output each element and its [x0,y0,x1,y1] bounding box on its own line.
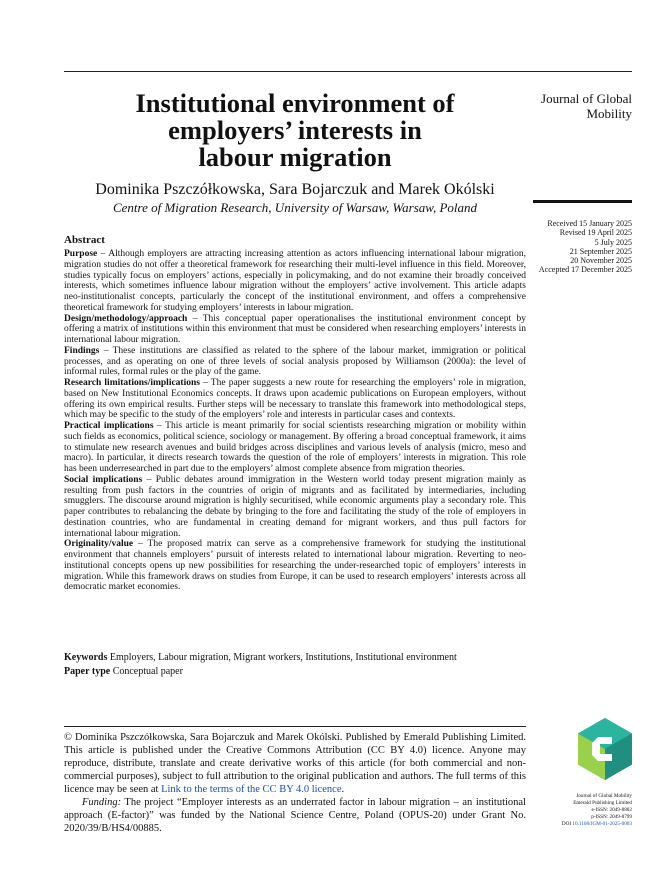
abstract-findings [64,346,526,378]
journal-name [530,91,632,121]
abstract-originality [64,539,526,593]
footnote [64,731,526,835]
section-text: – Although employers are attracting increasing attention as actors influencing international labour migration, migration studies do not offer a theoretical framework for researching their multi-level influence in this field. Moreover, studies typically focus on employers’ actions, especially in policymaking, and do not examine their broadly conceived interests, which sometimes influence labour migration without the employers’ active involvement. This article adapts neo-institutionalist concepts, particularly the concept of the institutional environment, and offers a comprehensive theoretical framework for studying employers’ interests in labour migration. [64,249,526,313]
date-line: 20 November 2025 [570,256,632,266]
section-label: Practical implications [64,421,154,431]
article-title [64,90,526,171]
abstract-social [64,475,526,540]
authors: Dominika Pszczółkowska, Sara Bojarczuk and Marek Okólski [95,181,495,198]
section-label: Design/methodology/approach [64,313,188,324]
journal-name-line: Mobility [586,106,632,121]
license-note [64,731,526,796]
section-text: – This article is meant primarily for social scientists researching migration or mobility within such fields as economics, political science, sociology or management. By offering a broad conceptual framework, it aims to stimulate new research avenues and build bridges across disciplines and various levels of analysis (micro, meso and macro). In particular, it directs research towards the question of the role of employers’ interests in migration. This role has been underresearched in part due to the employers’ almost complete absence from migration theories. [64,421,526,474]
section-label: Social implications [64,474,143,485]
abstract-body [64,249,526,593]
abstract-purpose [64,249,526,314]
title-line: Institutional environment of [135,88,455,118]
funding-label: Funding: [82,797,122,808]
journal-info-doi [536,821,632,828]
abstract-heading: Abstract [64,234,105,246]
license-text: © Dominika Pszczółkowska, Sara Bojarczuk and Marek Okólski. Published by Emerald Publishing Limited. This article is published under the Creative Commons Attribution (CC BY 4.0) licence. Anyone may reproduce, distribute, translate and create derivative works of this article (for both commercial and non-commercial purposes), subject to full attribution to the original publication and authors. The full terms of this licence may be seen at [64,732,526,795]
abstract-limitations [64,378,526,421]
funding-note [64,796,526,835]
date-line: Accepted 17 December 2025 [538,265,632,275]
title-line: employers’ interests in [168,115,422,145]
journal-name-line: Journal of Global [541,91,632,106]
date-line: Revised 19 April 2025 [559,228,632,238]
keywords [64,652,526,664]
date-line: 5 July 2025 [594,237,632,247]
paper-type-text: Conceptual paper [110,666,183,677]
section-text: – The proposed matrix can serve as a comprehensive framework for studying the institutional environment that channels employers’ pursuit of interests related to international labour migration. Reverting to neo-institutional concepts opens up new possibilities for researching the under-researched topic of employers’ interests in migration. While this framework draws on studies from Europe, it can be used to research employers’ interests across all democratic market economies. [64,539,526,593]
abstract-design [64,314,526,346]
journal-info-pissn: p-ISSN: 2049-8799 [591,814,632,820]
section-text: – The paper suggests a new route for researching the employers’ role in migration, based on New Institutional Economics concepts. It draws upon academic publications on European employers, without offering its own empirical results. Further steps will be necessary to translate this framework into methodological steps, which may be specific to the study of the employers’ role and interests in particular cases and contexts. [64,378,526,421]
top-rule [64,71,632,72]
history-dates [520,219,632,275]
footnote-rule [64,726,526,727]
section-text: – These institutions are classified as related to the sphere of the labour market, immigration or political processes, and as operating on one of three levels of social analysis proposed by Williamson (2000a): the level of informal rules, formal rules or the play of the game. [64,345,526,378]
section-label: Originality/value [64,539,134,550]
journal-rule [533,200,632,203]
doi-link[interactable]: 10.1108/JGM-01-2025-0003 [572,821,632,827]
title-line: labour migration [198,142,392,172]
date-line: 21 September 2025 [569,246,632,256]
section-text: – Public debates around immigration in the Western world today present migration mainly as resulting from push factors in the countries of origin of migrants and as facilitated by intermediaries, including smugglers. The discourse around migration is highly securitised, while economic arguments play a secondary role. This paper contributes to rebalancing the debate by bringing to the fore and facilitating the study of the role of employers in destination countries, who are fundamental in creating demand for migrant workers, and thus pull factors for international labour migration. [64,474,527,539]
section-label: Purpose [64,249,98,259]
license-link[interactable]: Link to the terms of the CC BY 4.0 licence [161,784,342,795]
journal-info-publisher: Emerald Publishing Limited [573,800,632,806]
date-line: Received 15 January 2025 [547,219,632,228]
paper-type-label: Paper type [64,666,111,677]
keywords-label: Keywords [64,652,108,663]
abstract-practical [64,421,526,475]
doi-label: DOI [561,821,572,827]
section-label: Research limitations/implications [64,378,200,388]
paper-type [64,666,526,678]
section-text: – This conceptual paper operationalises the institutional environment concept by offering a matrix of institutions within this environment that must be considered when researching employers’ interests in international labour migration. [64,313,526,345]
affiliation: Centre of Migration Research, University of Warsaw, Warsaw, Poland [112,200,478,215]
funding-text: The project “Employer interests as an underrated factor in labour migration – an institutional approach (E-factor)” was funded by the National Science Centre, Poland (OPUS-20) under Grant No. 2020/39/B/HS4/00885. [64,797,526,834]
journal-info-eissn: e-ISSN: 2049-8802 [591,807,632,813]
journal-info [536,793,632,828]
keywords-text: Employers, Labour migration, Migrant workers, Institutions, Institutional environment [107,652,457,663]
journal-logo [578,718,632,780]
license-end: . [341,784,345,795]
journal-info-name: Journal of Global Mobility [576,793,632,799]
section-label: Findings [64,345,100,356]
